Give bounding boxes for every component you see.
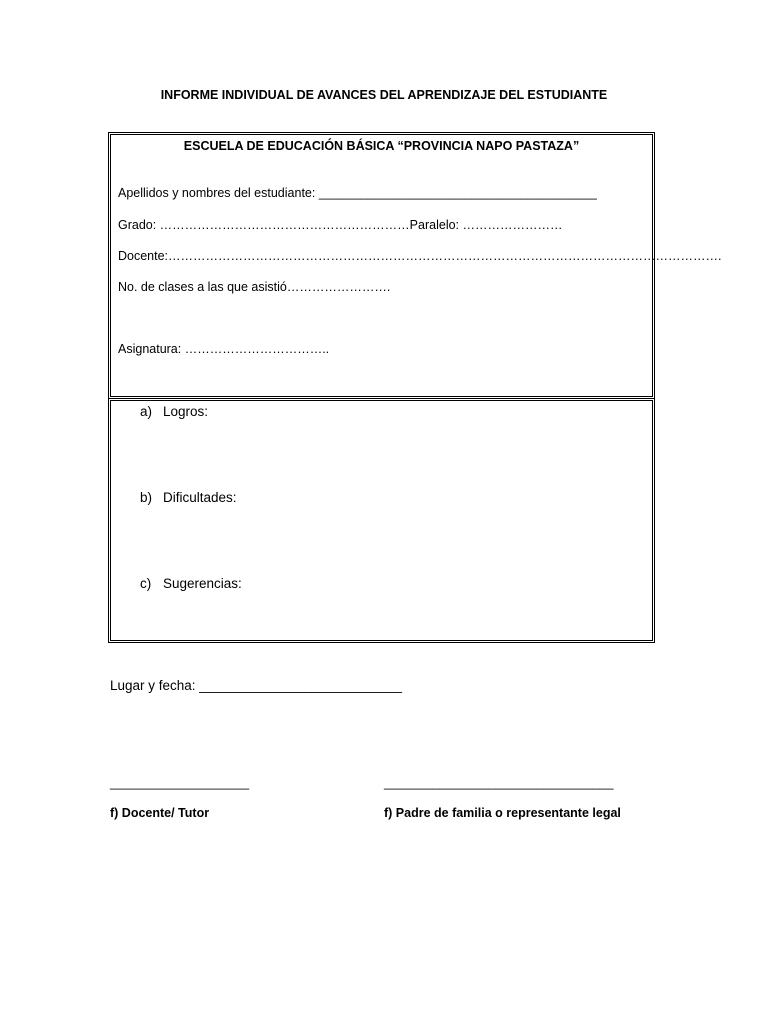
student-name-field: Apellidos y nombres del estudiante: ________________________________________	[118, 186, 597, 200]
teacher-signature-line: ____________________	[110, 776, 250, 790]
student-info-box	[108, 132, 722, 399]
grade-field: Grado: ……………………………………………………Paralelo: ……………………	[118, 218, 563, 232]
item-marker-a: a)	[140, 404, 153, 419]
teacher-field: Docente:…………………………………………………………………………………………………………………….	[118, 249, 722, 263]
subject-field: Asignatura: ……………………………..	[118, 342, 330, 356]
school-name: ESCUELA DE EDUCACIÓN BÁSICA “PROVINCIA NAPO PASTAZA”	[183, 139, 580, 153]
progress-box	[108, 398, 655, 643]
place-date-field: Lugar y fecha: ___________________________	[110, 678, 403, 693]
difficulties-label: Dificultades:	[163, 490, 237, 505]
item-marker-c: c)	[140, 576, 152, 591]
teacher-signature-label: f) Docente/ Tutor	[110, 806, 210, 820]
achievements-label: Logros:	[163, 404, 209, 419]
document-title: INFORME INDIVIDUAL DE AVANCES DEL APRENDIZAJE DEL ESTUDIANTE	[160, 88, 608, 102]
parent-signature-line: _________________________________	[384, 776, 614, 790]
classes-attended-field: No. de clases a las que asistió…………………….	[118, 280, 391, 294]
suggestions-label: Sugerencias:	[163, 576, 242, 591]
parent-signature-label: f) Padre de familia o representante legal	[384, 806, 621, 820]
item-marker-b: b)	[140, 490, 153, 505]
